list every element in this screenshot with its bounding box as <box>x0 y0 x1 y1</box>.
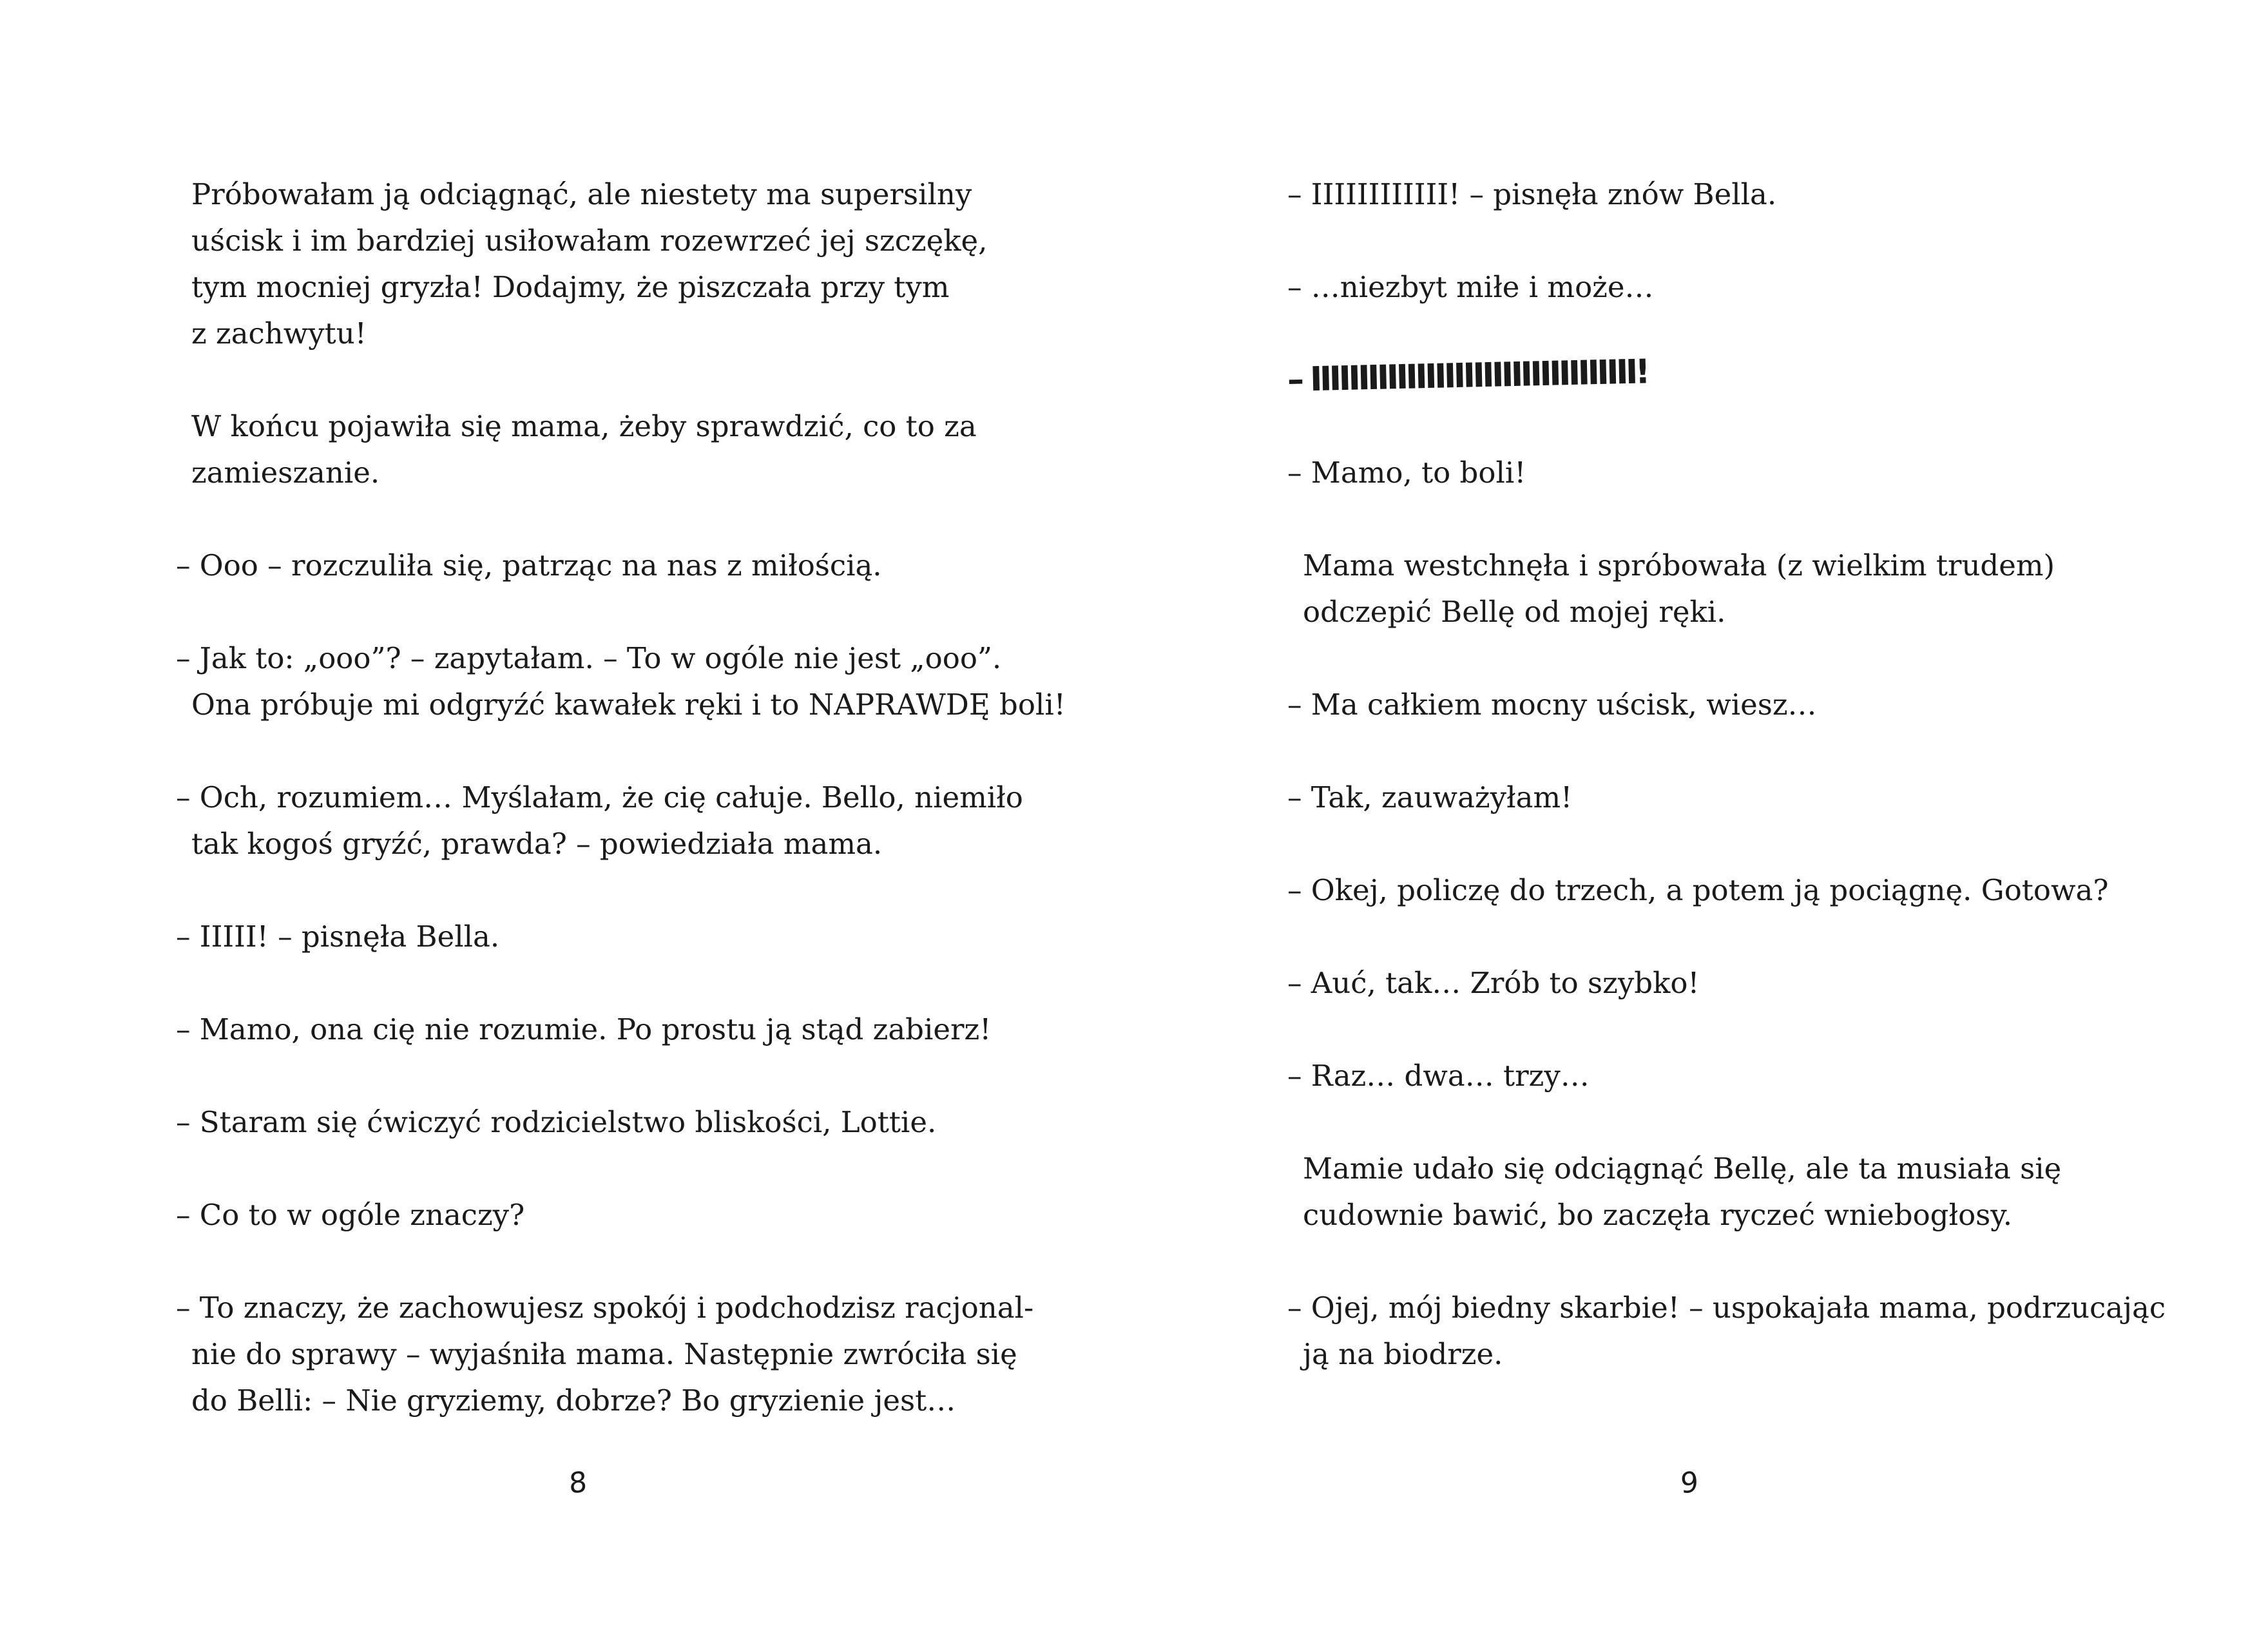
text-line: Mama westchnęła i spróbowała (z wielkim trudem) <box>1303 548 2055 582</box>
text-line: – Tak, zauważyłam! <box>1287 780 1573 814</box>
text-line: – Och, rozumiem… Myślałam, że cię całuje. Bello, niemiło <box>176 780 1023 814</box>
left-page-text <box>176 171 1066 1424</box>
paragraph-dialogue <box>1287 960 2134 1006</box>
paragraph-dialogue <box>1287 171 2134 218</box>
text-line: uścisk i im bardziej usiłowałam rozewrzeć jej szczękę, <box>191 224 988 258</box>
text-line: ją na biodrze. <box>1303 1337 1503 1371</box>
text-line: – …niezbyt miłe i może… <box>1287 270 1654 304</box>
text-line: nie do sprawy – wyjaśniła mama. Następnie zwróciła się <box>191 1337 1017 1371</box>
text-line: – Ojej, mój biedny skarbie! – uspokajała mama, podrzucając <box>1287 1291 2166 1325</box>
text-line: – Mamo, to boli! <box>1287 456 1526 490</box>
paragraph-narrative <box>191 171 1023 357</box>
text-line: – IIIII! – pisnęła Bella. <box>176 919 500 954</box>
text-line: – Co to w ogóle znaczy? <box>176 1198 525 1232</box>
text-line: odczepić Bellę od mojej ręki. <box>1303 595 1726 629</box>
scream-text-line: – IIIIIIIIIIIIIIIIIIIIIIIIIIIIIIIIII! <box>1287 352 1648 399</box>
text-line: – Ma całkiem mocny uścisk, wiesz… <box>1287 688 1817 722</box>
text-line: – IIIIIIIIIIII! – pisnęła znów Bella. <box>1287 177 1777 211</box>
paragraph-dialogue <box>1287 1053 2134 1099</box>
text-line: – Staram się ćwiczyć rodzicielstwo bliskości, Lottie. <box>176 1105 937 1139</box>
text-line: Ona próbuje mi odgryźć kawałek ręki i to NAPRAWDĘ boli! <box>191 688 1066 722</box>
text-line: – To znaczy, że zachowujesz spokój i podchodzisz racjonal- <box>176 1291 1034 1325</box>
text-line: Próbowałam ją odciągnąć, ale niestety ma supersilny <box>191 177 972 211</box>
paragraph-dialogue <box>1287 775 2134 821</box>
paragraph-dialogue <box>176 775 1023 867</box>
text-line: W końcu pojawiła się mama, żeby sprawdzić, co to za <box>191 409 977 443</box>
left-page-number: 8 <box>568 1465 588 1501</box>
right-page-text <box>1287 171 2166 1378</box>
paragraph-dialogue <box>176 1099 1023 1146</box>
text-line: – Okej, policzę do trzech, a potem ją pociągnę. Gotowa? <box>1287 873 2109 907</box>
text-line: – Mamo, ona cię nie rozumie. Po prostu ją stąd zabierz! <box>176 1012 992 1046</box>
paragraph-dialogue <box>1287 867 2134 914</box>
paragraph-narrative <box>1303 1146 2134 1238</box>
text-line: tym mocniej gryzła! Dodajmy, że piszczała przy tym <box>191 270 950 304</box>
text-line: – Ooo – rozczuliła się, patrząc na nas z miłością. <box>176 548 882 582</box>
paragraph-dialogue <box>176 543 1023 589</box>
paragraph-dialogue <box>176 1006 1023 1053</box>
paragraph-dialogue <box>176 635 1066 728</box>
paragraph-dialogue <box>1287 264 2134 311</box>
paragraph-dialogue <box>1287 450 2134 496</box>
text-line: – Jak to: „ooo”? – zapytałam. – To w ogóle nie jest „ooo”. <box>176 641 1002 675</box>
paragraph-narrative <box>1303 543 2134 635</box>
text-line: Mamie udało się odciągnąć Bellę, ale ta musiała się <box>1303 1151 2062 1186</box>
text-line: tak kogoś gryźć, prawda? – powiedziała mama. <box>191 827 883 861</box>
paragraph-dialogue <box>176 914 1023 960</box>
paragraph-scream <box>1287 352 2134 403</box>
text-line: zamieszanie. <box>191 456 380 490</box>
paragraph-dialogue <box>176 1192 1023 1238</box>
paragraph-narrative <box>191 403 1023 496</box>
text-line: do Belli: – Nie gryziemy, dobrze? Bo gryzienie jest… <box>191 1383 956 1418</box>
right-page-number: 9 <box>1680 1465 1699 1501</box>
paragraph-dialogue <box>1287 1285 2166 1378</box>
text-line: cudownie bawić, bo zaczęła ryczeć wniebogłosy. <box>1303 1198 2013 1232</box>
text-line: – Raz… dwa… trzy… <box>1287 1059 1590 1093</box>
text-line: z zachwytu! <box>191 316 367 351</box>
paragraph-dialogue <box>1287 682 2134 728</box>
paragraph-dialogue <box>176 1285 1034 1424</box>
text-line: – Auć, tak… Zrób to szybko! <box>1287 966 1700 1000</box>
